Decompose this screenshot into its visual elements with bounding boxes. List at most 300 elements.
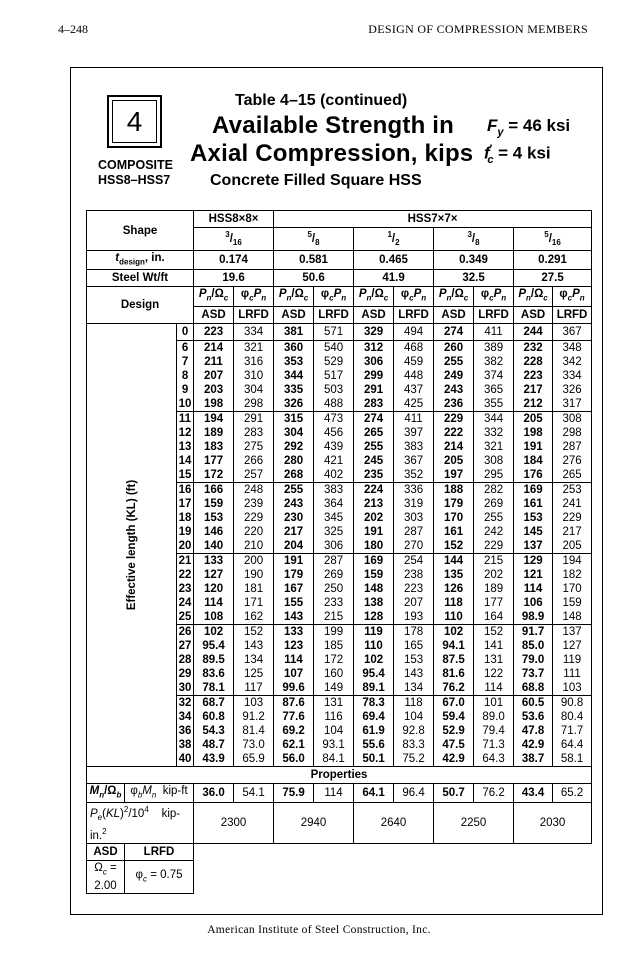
strength-column	[234, 411, 274, 482]
strength-value: 365	[483, 383, 504, 396]
strength-value: 185	[323, 639, 344, 652]
strength-value: 326	[283, 397, 304, 410]
pe-value: 2300	[194, 803, 274, 844]
strength-value: 217	[562, 525, 582, 538]
tdesign-value: 0.291	[514, 251, 592, 270]
strength-value: 228	[523, 355, 543, 368]
strength-value: 188	[443, 483, 464, 496]
strength-value: 155	[283, 596, 304, 609]
tdesign-value: 0.349	[434, 251, 514, 270]
strength-value: 198	[523, 426, 543, 439]
strength-value: 133	[283, 625, 304, 638]
strength-value: 68.8	[521, 681, 545, 694]
tdesign-value: 0.581	[274, 251, 354, 270]
strength-value: 198	[203, 397, 224, 410]
strength-value: 182	[562, 568, 582, 581]
strength-value: 111	[563, 667, 581, 680]
steel-wt-value: 19.6	[194, 270, 274, 287]
strength-value: 191	[283, 554, 304, 567]
strength-value: 319	[403, 497, 424, 510]
kl-value: 38	[178, 738, 192, 751]
strength-value: 64.4	[560, 738, 584, 751]
strength-column	[394, 695, 434, 766]
strength-column	[314, 624, 354, 695]
mn-value: 114	[314, 783, 354, 802]
strength-value: 137	[562, 625, 582, 638]
strength-value: 459	[403, 355, 424, 368]
mn-value: 65.2	[553, 783, 592, 802]
strength-value: 283	[363, 397, 384, 410]
strength-value: 102	[203, 625, 224, 638]
strength-value: 265	[363, 426, 384, 439]
kl-value: 11	[178, 412, 192, 425]
kl-value: 40	[178, 752, 192, 765]
strength-value: 238	[403, 568, 424, 581]
strength-value: 223	[403, 582, 424, 595]
asd-label: ASD	[434, 306, 474, 323]
strength-value: 148	[562, 610, 582, 623]
strength-value: 166	[203, 483, 224, 496]
thickness-0: $^3/_{16}$	[194, 228, 274, 251]
strength-value: 152	[243, 625, 264, 638]
strength-value: 103	[243, 696, 264, 709]
strength-value: 205	[443, 454, 464, 467]
mn-value: 75.9	[274, 783, 314, 802]
strength-value: 162	[243, 610, 264, 623]
strength-value: 383	[403, 440, 424, 453]
strength-value: 336	[403, 483, 424, 496]
strength-column	[514, 624, 553, 695]
strength-value: 245	[363, 454, 384, 467]
strength-column	[234, 340, 274, 411]
shape-label: Shape	[87, 211, 194, 251]
strength-value: 73.7	[521, 667, 545, 680]
strength-value: 255	[443, 355, 464, 368]
strength-value: 308	[562, 412, 582, 425]
strength-value: 161	[523, 497, 543, 510]
strength-value: 98.9	[521, 610, 545, 623]
strength-value: 224	[363, 483, 384, 496]
strength-value: 178	[403, 625, 424, 638]
kl-value: 22	[178, 568, 192, 581]
strength-value: 71.7	[560, 724, 584, 737]
strength-value: 104	[323, 724, 344, 737]
strength-value: 229	[483, 539, 504, 552]
strength-column	[234, 624, 274, 695]
strength-column	[514, 482, 553, 553]
pe-value: 2030	[514, 803, 592, 844]
strength-value: 140	[203, 539, 224, 552]
strength-value: 52.9	[442, 724, 465, 737]
asd-label: ASD	[274, 306, 314, 323]
strength-value: 118	[404, 696, 423, 709]
chapter-caption-line1: COMPOSITE	[98, 158, 174, 172]
strength-column	[194, 695, 234, 766]
strength-value: 131	[323, 696, 344, 709]
strength-value: 199	[323, 625, 344, 638]
steel-wt-label: Steel Wt/ft	[87, 270, 194, 287]
strength-value: 125	[243, 667, 264, 680]
kl-value: 26	[178, 625, 192, 638]
strength-value: 254	[403, 554, 424, 567]
strength-value: 207	[403, 596, 424, 609]
strength-value: 172	[203, 468, 224, 481]
strength-value: 43.9	[202, 752, 225, 765]
strength-value: 255	[483, 511, 504, 524]
kl-block	[177, 482, 194, 553]
strength-column	[314, 482, 354, 553]
strength-value: 334	[562, 369, 582, 382]
strength-value: 255	[363, 440, 384, 453]
mn-value: 64.1	[354, 783, 394, 802]
strength-value: 291	[243, 412, 264, 425]
strength-column	[354, 553, 394, 624]
strength-value: 55.6	[362, 738, 385, 751]
strength-column	[314, 411, 354, 482]
strength-value: 291	[363, 383, 384, 396]
strength-value: 326	[562, 383, 582, 396]
strength-value: 60.5	[521, 696, 545, 709]
kl-value: 24	[178, 596, 192, 609]
strength-value: 104	[403, 710, 424, 723]
table-subtitle: Concrete Filled Square HSS	[210, 172, 422, 189]
strength-column	[514, 553, 553, 624]
strength-column	[274, 340, 314, 411]
strength-value: 58.1	[560, 752, 584, 765]
strength-value: 215	[323, 610, 344, 623]
kl-value: 10	[178, 397, 192, 410]
mn-value: 50.7	[434, 783, 474, 802]
kl-value: 14	[178, 454, 192, 467]
col-head-asd: $P_n/\Omega_c$	[354, 287, 394, 306]
strength-value: 334	[234, 323, 274, 340]
strength-value: 87.5	[442, 653, 465, 666]
steel-wt-value: 41.9	[354, 270, 434, 287]
strength-value: 64.3	[482, 752, 505, 765]
mn-lrfd-label: $\varphi_bM_n$ kip-ft	[125, 783, 194, 802]
strength-column	[274, 411, 314, 482]
kl-value: 9	[181, 383, 189, 396]
strength-value: 229	[562, 511, 582, 524]
strength-value: 99.6	[282, 681, 305, 694]
strength-value: 374	[483, 369, 504, 382]
strength-value: 153	[203, 511, 224, 524]
asd-label: ASD	[514, 306, 553, 323]
kl-value: 16	[178, 483, 192, 496]
strength-value: 190	[243, 568, 264, 581]
strength-value: 119	[562, 653, 582, 666]
strength-value: 248	[243, 483, 264, 496]
strength-value: 298	[562, 426, 582, 439]
chapter-box	[107, 95, 162, 148]
strength-value: 317	[562, 397, 582, 410]
strength-value: 149	[323, 681, 344, 694]
strength-value: 210	[243, 539, 264, 552]
strength-value: 364	[323, 497, 344, 510]
strength-value: 47.5	[442, 738, 465, 751]
strength-column	[354, 695, 394, 766]
strength-value: 325	[323, 525, 344, 538]
thickness-4: $^5/_{16}$	[514, 228, 592, 251]
strength-value: 90.8	[560, 696, 584, 709]
strength-value: 321	[483, 440, 504, 453]
table-title-line2: Axial Compression, kips	[190, 140, 474, 167]
strength-value: 529	[323, 355, 344, 368]
strength-column	[553, 695, 592, 766]
kl-value: 32	[178, 696, 192, 709]
strength-value: 250	[323, 582, 344, 595]
strength-column	[434, 695, 474, 766]
strength-value: 348	[562, 341, 582, 354]
col-head-asd: $P_n/\Omega_c$	[434, 287, 474, 306]
strength-column	[314, 340, 354, 411]
strength-value: 298	[243, 397, 264, 410]
strength-table	[86, 210, 592, 894]
strength-column	[194, 411, 234, 482]
strength-value: 107	[283, 667, 304, 680]
strength-value: 283	[243, 426, 264, 439]
strength-column	[354, 411, 394, 482]
strength-column	[194, 624, 234, 695]
strength-column	[274, 695, 314, 766]
strength-value: 342	[562, 355, 582, 368]
strength-value: 425	[403, 397, 424, 410]
strength-value: 202	[483, 568, 504, 581]
strength-value: 148	[363, 582, 384, 595]
kl-value: 30	[178, 681, 192, 694]
strength-value: 276	[562, 454, 582, 467]
strength-value: 249	[443, 369, 464, 382]
strength-value: 93.1	[322, 738, 345, 751]
strength-value: 353	[283, 355, 304, 368]
kl-block	[177, 553, 194, 624]
col-head-lrfd: $\varphi_cP_n$	[394, 287, 434, 306]
strength-value: 191	[523, 440, 543, 453]
strength-value: 241	[562, 497, 582, 510]
strength-value: 68.7	[202, 696, 225, 709]
strength-value: 295	[483, 468, 504, 481]
strength-value: 236	[443, 397, 464, 410]
strength-value: 211	[204, 355, 223, 368]
strength-value: 81.6	[442, 667, 465, 680]
strength-value: 239	[243, 497, 264, 510]
strength-value: 160	[323, 667, 344, 680]
lrfd-label: LRFD	[474, 306, 514, 323]
strength-value: 229	[243, 511, 264, 524]
kl-value: 27	[178, 639, 192, 652]
strength-value: 383	[323, 483, 344, 496]
mn-value: 36.0	[194, 783, 234, 802]
strength-column	[394, 411, 434, 482]
strength-value: 135	[443, 568, 464, 581]
kl-value: 34	[178, 710, 192, 723]
lrfd-label: LRFD	[314, 306, 354, 323]
strength-value: 439	[323, 440, 344, 453]
strength-value: 397	[403, 426, 424, 439]
strength-value: 389	[483, 341, 504, 354]
strength-column	[194, 553, 234, 624]
kl-value: 21	[178, 554, 192, 567]
strength-value: 202	[363, 511, 384, 524]
fc-spec: $f'_c = 4$ ksi	[484, 143, 551, 167]
strength-value: 121	[523, 568, 543, 581]
kl-value: 8	[181, 369, 189, 382]
chapter-number: 4	[112, 100, 157, 143]
strength-column	[194, 482, 234, 553]
strength-value: 214	[203, 341, 224, 354]
chapter-caption-line2: HSS8–HSS7	[98, 173, 171, 187]
strength-column	[234, 695, 274, 766]
strength-value: 122	[483, 667, 504, 680]
strength-value: 169	[363, 554, 384, 567]
strength-value: 179	[283, 568, 304, 581]
strength-value: 71.3	[482, 738, 505, 751]
phi-value: $\varphi_c = 0.75$	[125, 860, 194, 893]
strength-value: 116	[324, 710, 343, 723]
strength-column	[474, 411, 514, 482]
strength-value: 161	[443, 525, 464, 538]
fy-spec: $F_y = 46$ ksi	[487, 116, 571, 139]
omega-value: $\Omega_c = 2.00$	[87, 860, 125, 893]
strength-value: 92.8	[402, 724, 425, 737]
col-head-lrfd: $\varphi_cP_n$	[474, 287, 514, 306]
col-head-lrfd: $\varphi_cP_n$	[553, 287, 592, 306]
strength-value: 183	[203, 440, 224, 453]
group-hss8: HSS8×8×	[194, 211, 274, 228]
lrfd-label: LRFD	[234, 306, 274, 323]
strength-value: 411	[474, 323, 514, 340]
strength-column	[274, 624, 314, 695]
strength-value: 123	[283, 639, 304, 652]
steel-wt-value: 27.5	[514, 270, 592, 287]
tdesign-value: 0.174	[194, 251, 274, 270]
strength-value: 352	[403, 468, 424, 481]
strength-column	[474, 482, 514, 553]
mn-value: 96.4	[394, 783, 434, 802]
strength-value: 217	[523, 383, 543, 396]
strength-value: 367	[553, 323, 592, 340]
strength-value: 270	[403, 539, 424, 552]
strength-column	[434, 411, 474, 482]
strength-value: 321	[243, 341, 264, 354]
strength-value: 571	[314, 323, 354, 340]
strength-value: 421	[323, 454, 344, 467]
strength-value: 50.1	[362, 752, 385, 765]
kl-block	[177, 411, 194, 482]
strength-value: 212	[523, 397, 543, 410]
strength-value: 304	[243, 383, 264, 396]
strength-value: 114	[284, 653, 303, 666]
strength-value: 127	[562, 639, 582, 652]
strength-value: 78.1	[202, 681, 225, 694]
strength-value: 53.6	[521, 710, 545, 723]
strength-value: 315	[283, 412, 304, 425]
strength-value: 133	[203, 554, 224, 567]
strength-column	[553, 340, 592, 411]
strength-value: 159	[363, 568, 384, 581]
strength-value: 48.7	[202, 738, 225, 751]
pe-value: 2250	[434, 803, 514, 844]
strength-value: 79.4	[482, 724, 505, 737]
strength-value: 275	[243, 440, 264, 453]
strength-value: 110	[444, 610, 463, 623]
kl-value: 23	[178, 582, 192, 595]
strength-value: 167	[283, 582, 304, 595]
chapter-caption	[98, 158, 173, 188]
strength-value: 65.9	[242, 752, 265, 765]
col-head-asd: $P_n/\Omega_c$	[274, 287, 314, 306]
strength-value: 83.3	[402, 738, 425, 751]
strength-value: 81.4	[242, 724, 265, 737]
strength-value: 253	[562, 483, 582, 496]
strength-column	[394, 482, 434, 553]
strength-column	[434, 624, 474, 695]
group-hss7: HSS7×7×	[274, 211, 592, 228]
strength-value: 171	[243, 596, 264, 609]
strength-column	[354, 624, 394, 695]
strength-value: 94.1	[442, 639, 465, 652]
strength-value: 75.2	[402, 752, 425, 765]
strength-value: 230	[283, 511, 304, 524]
kl-value: 15	[178, 468, 192, 481]
thickness-1: $^5/_8$	[274, 228, 354, 251]
strength-value: 165	[403, 639, 424, 652]
strength-value: 232	[523, 341, 543, 354]
lrfd-label: LRFD	[553, 306, 592, 323]
strength-value: 169	[523, 483, 543, 496]
strength-value: 329	[354, 323, 394, 340]
strength-value: 204	[283, 539, 304, 552]
strength-value: 56.0	[282, 752, 305, 765]
strength-value: 83.6	[202, 667, 225, 680]
strength-value: 134	[243, 653, 264, 666]
mn-value: 54.1	[234, 783, 274, 802]
col-head-lrfd: $\varphi_cP_n$	[314, 287, 354, 306]
strength-value: 84.1	[322, 752, 345, 765]
strength-value: 292	[283, 440, 304, 453]
strength-value: 131	[483, 653, 504, 666]
strength-value: 69.2	[282, 724, 305, 737]
kl-block	[177, 695, 194, 766]
pe-label: $P_e(KL)^2/10^4$ kip-in.$^2$	[87, 803, 194, 844]
strength-value: 110	[364, 639, 383, 652]
strength-value: 308	[483, 454, 504, 467]
strength-value: 382	[483, 355, 504, 368]
strength-value: 280	[283, 454, 304, 467]
strength-value: 47.8	[521, 724, 545, 737]
kl-value: 13	[178, 440, 192, 453]
strength-value: 91.7	[521, 625, 545, 638]
kl-value: 28	[178, 653, 192, 666]
strength-value: 38.7	[521, 752, 545, 765]
strength-value: 473	[323, 412, 344, 425]
strength-value: 146	[203, 525, 224, 538]
strength-column	[553, 553, 592, 624]
kl-value: 29	[178, 667, 192, 680]
strength-value: 114	[484, 681, 503, 694]
strength-value: 189	[203, 426, 224, 439]
strength-column	[434, 340, 474, 411]
strength-value: 170	[443, 511, 464, 524]
strength-value: 67.0	[442, 696, 465, 709]
strength-value: 61.9	[362, 724, 385, 737]
steel-wt-value: 32.5	[434, 270, 514, 287]
strength-value: 170	[562, 582, 582, 595]
strength-column	[354, 340, 394, 411]
strength-value: 456	[323, 426, 344, 439]
strength-value: 103	[562, 681, 582, 694]
strength-value: 344	[283, 369, 304, 382]
